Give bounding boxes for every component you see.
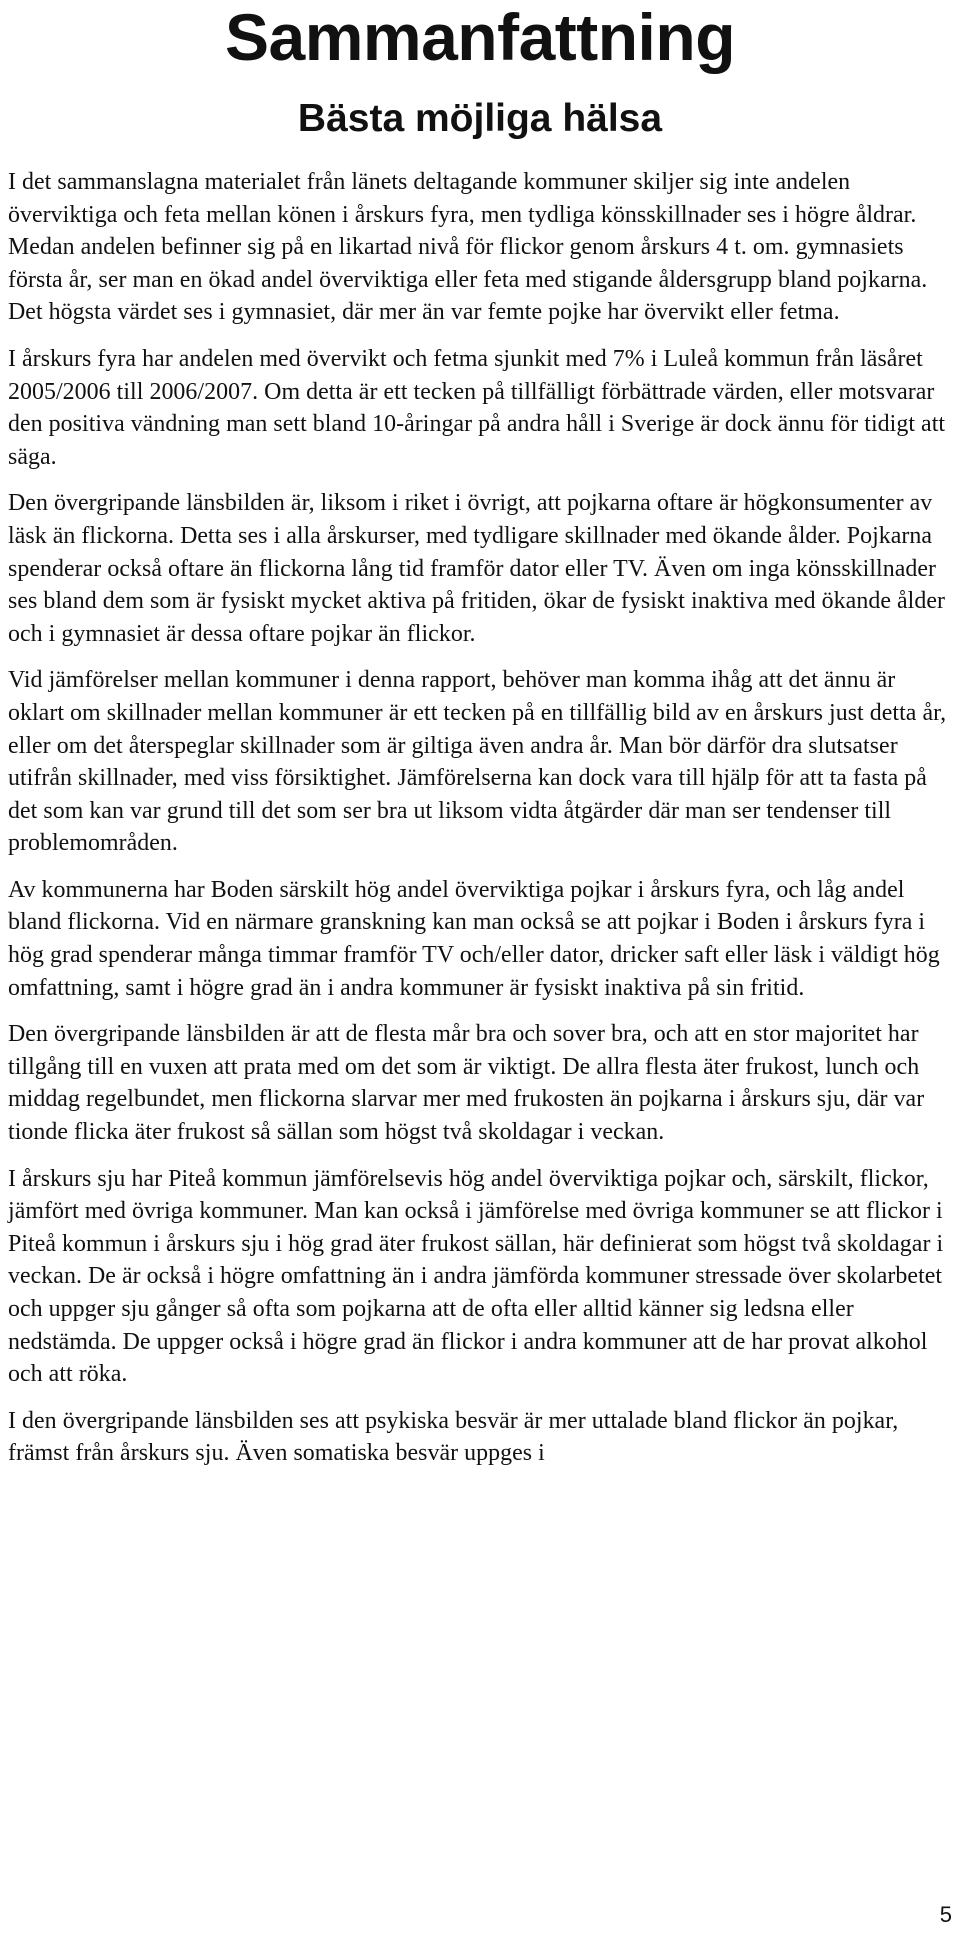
- paragraph: I den övergripande länsbilden ses att psykiska besvär är mer uttalade bland flickor än pojkar, främst från årskurs sju. Även somatiska besvär uppges i: [8, 1407, 899, 1467]
- section-heading: Bästa möjliga hälsa: [297, 97, 663, 140]
- paragraph: Vid jämförelser mellan kommuner i denna rapport, behöver man komma ihåg att det ännu är oklart om skillnader mellan kommuner är ett tecken på en tillfällig bild av en årskurs just detta år, eller om det återspeglar skillnader som är giltiga även andra år. Man bör därför dra slutsatser utifrån skillnader, med viss försiktighet. Jämförelserna kan dock vara till hjälp för att ta fasta på det som kan var grund till det som ser bra ut liksom vidta åtgärder där man ser tendenser till problemområden.: [8, 667, 947, 857]
- paragraph: I årskurs sju har Piteå kommun jämförelsevis hög andel överviktiga pojkar och, särskilt, flickor, jämfört med övriga kommuner. Man kan också i jämförelse med övriga kommuner se att flickor i Piteå kommun i årskurs sju i hög grad äter frukost sällan, här definierat som högst två skoldagar i veckan. De är också i högre omfattning än i andra jämförda kommuner stressade över skolarbetet och uppger sju gånger så ofta som pojkarna att de ofta eller alltid känner sig ledsna eller nedstämda. De uppger också i högre grad än flickor i andra kommuner att de har provat alkohol och att röka.: [8, 1165, 944, 1388]
- paragraph: Den övergripande länsbilden är, liksom i riket i övrigt, att pojkarna oftare är högkonsumenter av läsk än flickorna. Detta ses i alla årskurser, med tydligare skillnader med ökande ålder. Pojkarna spenderar också oftare än flickorna lång tid framför dator eller TV. Även om inga könsskillnader ses bland dem som är fysiskt mycket aktiva på fritiden, ökar de fysiskt inaktiva med ökande ålder och i gymnasiet är dessa oftare pojkar än flickor.: [8, 490, 945, 647]
- page-title: Sammanfattning: [224, 0, 736, 74]
- paragraph: I årskurs fyra har andelen med övervikt och fetma sjunkit med 7% i Luleå kommun från läsåret 2005/2006 till 2006/2007. Om detta är ett tecken på tillfälligt förbättrade värden, eller motsvarar den positiva vändning man sett bland 10-åringar på andra håll i Sverige är dock ännu för tidigt att säga.: [8, 345, 946, 470]
- body-text: [8, 166, 954, 1484]
- paragraph: Av kommunerna har Boden särskilt hög andel överviktiga pojkar i årskurs fyra, och låg andel bland flickorna. Vid en närmare granskning kan man också se att pojkar i Boden i årskurs fyra i hög grad spenderar många timmar framför TV och/eller dator, dricker saft eller läsk i väldigt hög omfattning, samt i högre grad än i andra kommuner är fysiskt inaktiva på sin fritid.: [8, 876, 940, 1001]
- paragraph: I det sammanslagna materialet från länets deltagande kommuner skiljer sig inte andelen överviktiga och feta mellan könen i årskurs fyra, men tydliga könsskillnader ses i högre åldrar. Medan andelen befinner sig på en likartad nivå för flickor genom årskurs 4 t. om. gymnasiets första år, ser man en ökad andel överviktiga eller feta med stigande åldersgrupp bland pojkarna. Det högsta värdet ses i gymnasiet, där mer än var femte pojke har övervikt eller fetma.: [8, 169, 928, 326]
- paragraph: Den övergripande länsbilden är att de flesta mår bra och sover bra, och att en stor majoritet har tillgång till en vuxen att prata med om det som är viktigt. De allra flesta äter frukost, lunch och middag regelbundet, men flickorna slarvar mer med frukosten än pojkarna i årskurs sju, där var tionde flicka äter frukost så sällan som högst två skoldagar i veckan.: [8, 1021, 925, 1146]
- page-number: 5: [939, 1902, 952, 1927]
